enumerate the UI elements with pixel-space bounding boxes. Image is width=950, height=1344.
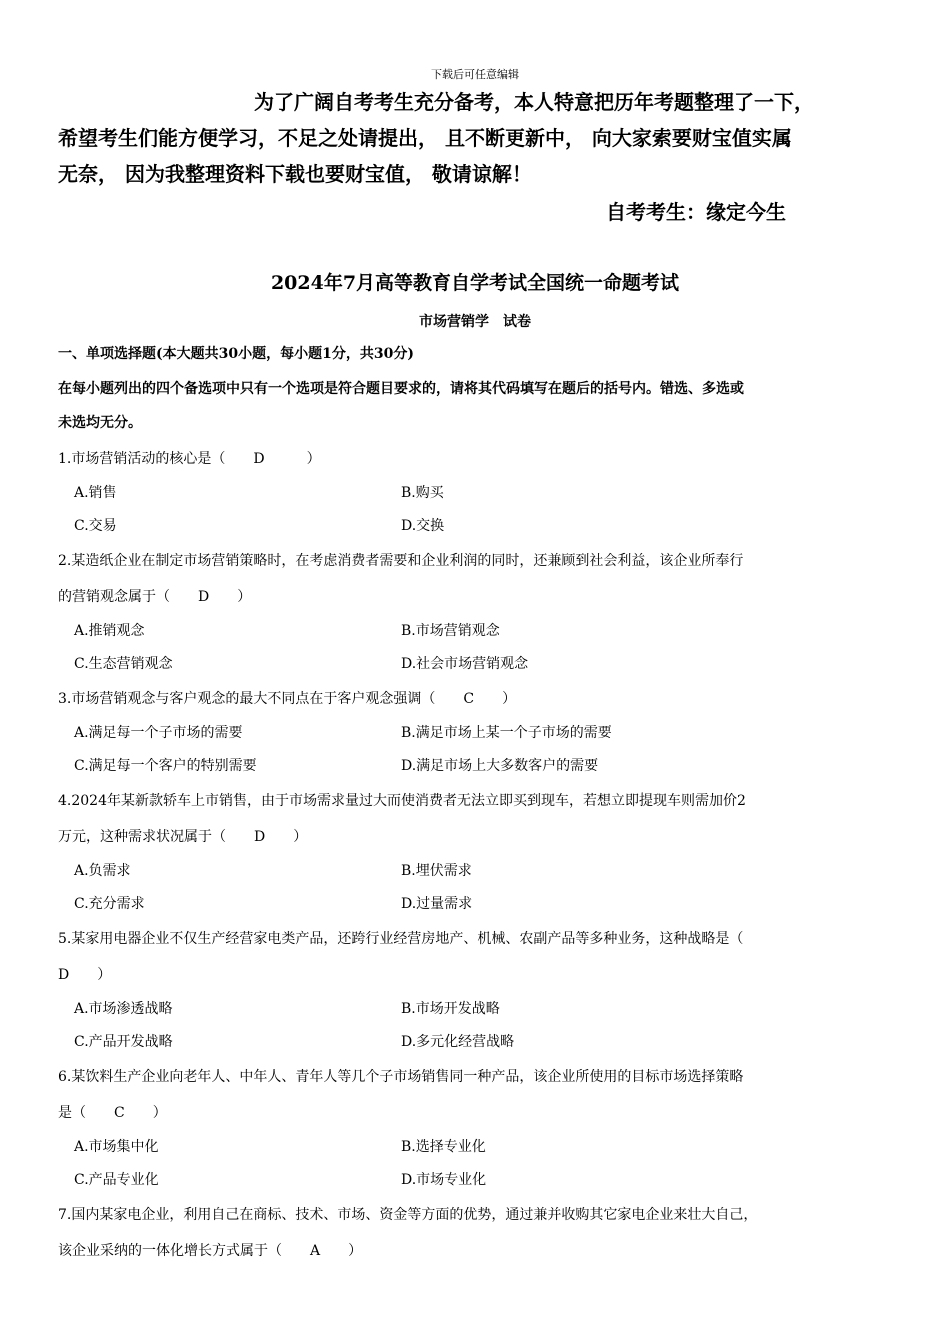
question-3 (58, 681, 908, 783)
option-d: D.市场专业化 (401, 1172, 487, 1188)
option-c: C.充分需求 (74, 896, 145, 912)
question-6 (58, 1059, 908, 1197)
question-stem: 6.某饮料生产企业向老年人、中年人、青年人等几个子市场销售同一种产品，该企业所使用的目标市场选择策略 (58, 1069, 744, 1085)
option-a: A.销售 (74, 485, 117, 501)
option-c: C.生态营销观念 (74, 656, 173, 672)
instruction-line-2: 未选均无分。 (58, 415, 142, 431)
option-c: C.交易 (74, 518, 117, 534)
question-list (58, 441, 908, 1269)
intro-line-3: 无奈， 因为我整理资料下载也要财宝值， 敬请谅解！ (58, 162, 532, 186)
option-b: B.满足市场上某一个子市场的需要 (401, 725, 612, 741)
question-stem: 2.某造纸企业在制定市场营销策略时，在考虑消费者需要和企业利润的同时，还兼顾到社会利益，该企业所奉行 (58, 553, 744, 569)
option-b: B.埋伏需求 (401, 863, 472, 879)
question-stem-continued: 万元，这种需求状况属于（ D ） (58, 829, 308, 845)
question-7 (58, 1197, 908, 1269)
option-d: D.过量需求 (401, 896, 473, 912)
question-stem-continued: 的营销观念属于（ D ） (58, 589, 252, 605)
option-c: C.产品开发战略 (74, 1034, 173, 1050)
question-stem-continued: 该企业采纳的一体化增长方式属于（ A ） (58, 1243, 363, 1259)
question-4 (58, 783, 908, 921)
question-stem: 1.市场营销活动的核心是（ D ） (58, 451, 321, 467)
option-c: C.产品专业化 (74, 1172, 159, 1188)
intro-line-2: 希望考生们能方便学习，不足之处请提出， 且不断更新中， 向大家索要财宝值实属 (58, 126, 792, 150)
option-a: A.满足每一个子市场的需要 (74, 725, 243, 741)
header-note: 下载后可任意编辑 (431, 68, 519, 81)
option-a: A.推销观念 (74, 623, 145, 639)
intro-line-1: 为了广阔自考考生充分备考，本人特意把历年考题整理了一下， (254, 90, 814, 114)
option-b: B.选择专业化 (401, 1139, 486, 1155)
option-d: D.多元化经营战略 (401, 1034, 515, 1050)
option-d: D.交换 (401, 518, 445, 534)
question-5 (58, 921, 908, 1059)
question-stem: 5.某家用电器企业不仅生产经营家电类产品，还跨行业经营房地产、机械、农副产品等多种业务，这种战略是（ (58, 931, 744, 947)
option-d: D.满足市场上大多数客户的需要 (401, 758, 599, 774)
option-b: B.购买 (401, 485, 444, 501)
question-stem-continued: D ） (58, 967, 112, 983)
option-a: A.负需求 (74, 863, 131, 879)
exam-subtitle: 市场营销学 试卷 (419, 314, 531, 330)
option-a: A.市场渗透战略 (74, 1001, 173, 1017)
question-stem: 3.市场营销观念与客户观念的最大不同点在于客户观念强调（ C ） (58, 691, 517, 707)
option-b: B.市场开发战略 (401, 1001, 500, 1017)
question-2 (58, 543, 908, 681)
option-d: D.社会市场营销观念 (401, 656, 529, 672)
instruction-line-1: 在每小题列出的四个备选项中只有一个选项是符合题目要求的，请将其代码填写在题后的括号内。错选、多选或 (58, 381, 744, 397)
option-a: A.市场集中化 (74, 1139, 159, 1155)
signature: 自考考生：缘定今生 (606, 200, 786, 224)
question-stem: 4.2024年某新款轿车上市销售，由于市场需求量过大而使消费者无法立即买到现车，若想立即提现车则需加价2 (58, 793, 746, 809)
question-stem-continued: 是（ C ） (58, 1105, 167, 1121)
exam-title: 2024年7月高等教育自学考试全国统一命题考试 (270, 272, 680, 294)
question-1 (58, 441, 908, 543)
option-c: C.满足每一个客户的特别需要 (74, 758, 257, 774)
instructions (58, 372, 898, 440)
question-stem: 7.国内某家电企业，利用自己在商标、技术、市场、资金等方面的优势，通过兼并收购其它家电企业来壮大自己， (58, 1207, 758, 1223)
option-b: B.市场营销观念 (401, 623, 500, 639)
section-heading: 一、单项选择题(本大题共30小题，每小题1分，共30分) (58, 346, 414, 362)
